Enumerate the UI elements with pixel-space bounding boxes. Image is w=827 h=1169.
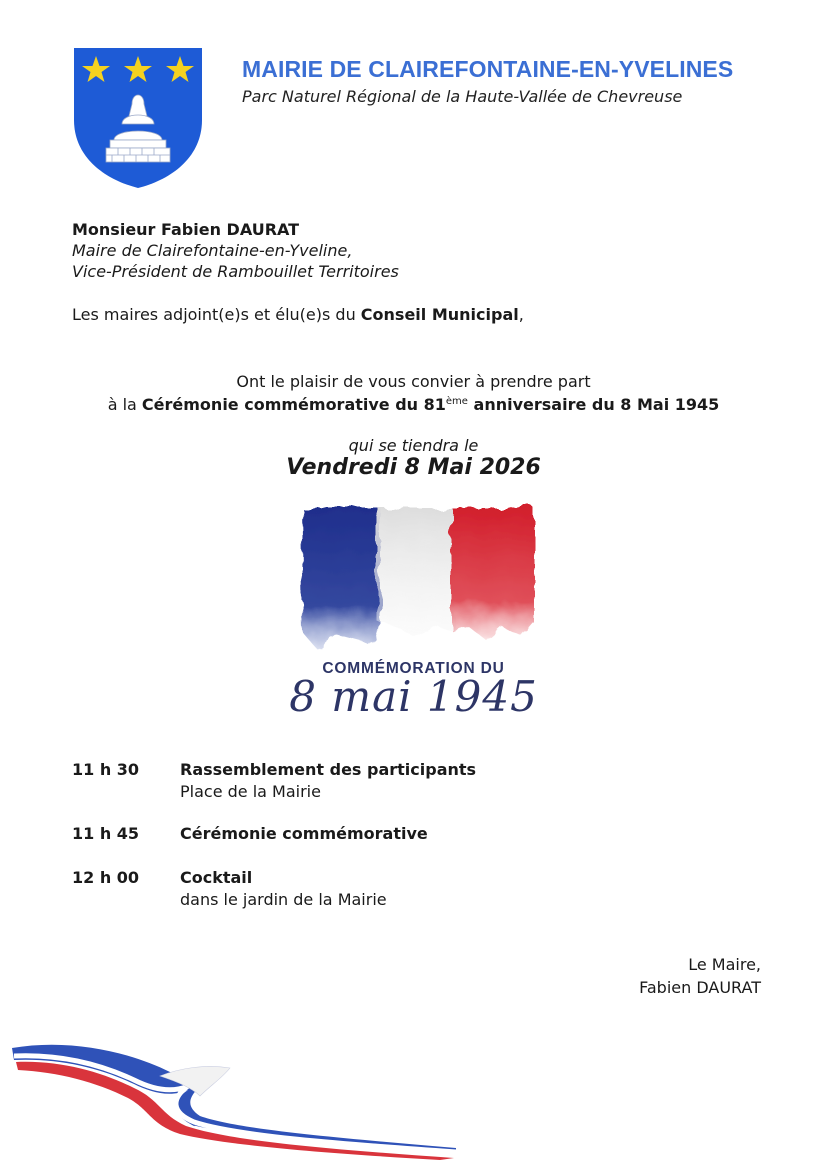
held-text: qui se tiendra le (348, 436, 479, 455)
schedule-title: Rassemblement des participants (180, 760, 477, 779)
event-date: Vendredi 8 Mai 2026 (286, 455, 541, 480)
council-line (72, 305, 524, 324)
mairie-title: MAIRIE DE CLAIREFONTAINE-EN-YVELINES (242, 56, 734, 82)
commemoration-script: 8 mai 1945 (289, 672, 538, 721)
mayor-block (72, 219, 399, 282)
mairie-subtitle: Parc Naturel Régional de la Haute-Vallée de Chevreuse (242, 87, 683, 106)
tricolor-ribbon-icon (10, 1030, 460, 1160)
invitation-text (0, 370, 827, 416)
signature-name: Fabien DAURAT (639, 978, 761, 997)
ceremony-name-b: anniversaire du 8 Mai 1945 (467, 395, 720, 414)
invitation-line-2-prefix: à la (107, 395, 142, 414)
mayor-role-1: Maire de Clairefontaine-en-Yveline, (72, 241, 353, 260)
schedule-detail: Place de la Mairie (180, 782, 321, 801)
invitation-line-1: Ont le plaisir de vous convier à prendre part (236, 372, 591, 391)
council-prefix: Les maires adjoint(e)s et élu(e)s du (72, 305, 361, 324)
invitation-line-2 (0, 393, 827, 416)
french-flag-illustration (297, 503, 537, 653)
schedule-time: 12 h 00 (72, 868, 140, 887)
council-name: Conseil Municipal (360, 305, 519, 324)
schedule-detail: dans le jardin de la Mairie (180, 890, 387, 909)
council-suffix: , (518, 305, 524, 324)
commemoration-label: COMMÉMORATION DU (322, 660, 505, 677)
schedule-time: 11 h 45 (72, 824, 140, 843)
municipal-crest-icon (72, 46, 204, 190)
mayor-role-2: Vice-Président de Rambouillet Territoires (72, 262, 399, 281)
mayor-name: Monsieur Fabien DAURAT (72, 220, 300, 239)
schedule-time: 11 h 30 (72, 760, 140, 779)
signature (639, 953, 761, 999)
signature-title: Le Maire, (688, 955, 761, 974)
schedule-title: Cérémonie commémorative (180, 824, 428, 843)
ceremony-name-a: Cérémonie commémorative du 81 (141, 395, 446, 414)
ordinal-suffix: ème (445, 396, 468, 407)
schedule-title: Cocktail (180, 868, 253, 887)
